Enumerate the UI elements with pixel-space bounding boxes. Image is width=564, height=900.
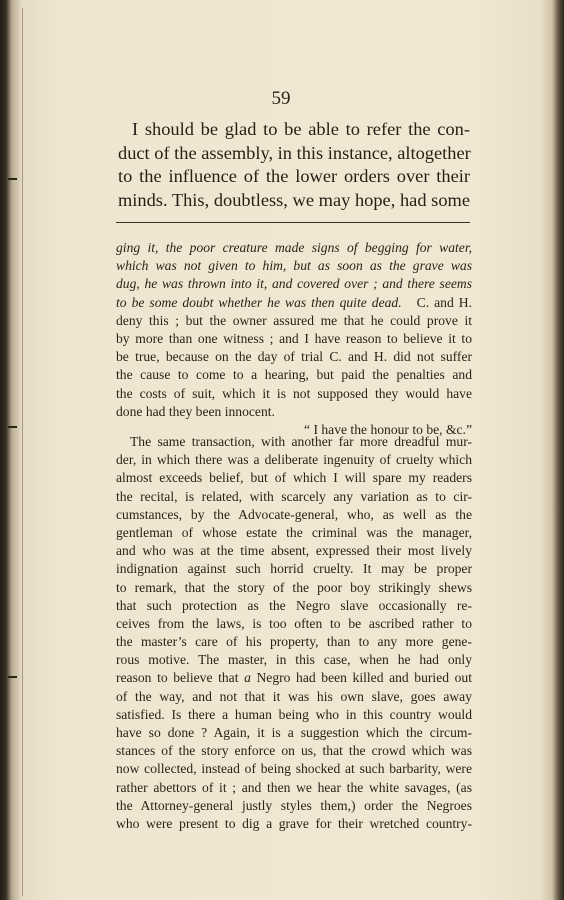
body-text-line: almost exceeds belief, but of which I will spare my readers <box>116 470 472 486</box>
footnote-line: the cause to come to a hearing, but paid the penalties and <box>116 367 472 383</box>
footnote-italic-text: to be some doubt whether he was then quite dead. <box>116 294 402 310</box>
body-text-line: rather abettors of it ; and then we hear the white savages, (as <box>116 779 472 795</box>
footnote-line: deny this ; but the owner assured me that he could prove it <box>116 312 472 328</box>
body-text-line: ceives from the laws, is too often to be ascribed rather to <box>116 615 472 631</box>
body-text-line: indignation against such horrid cruelty. It may be proper <box>116 561 472 577</box>
main-text-line: minds. This, doubtless, we may hope, had some <box>118 189 470 210</box>
footnote-line: be true, because on the day of trial C. and H. did not suffer <box>116 349 472 365</box>
body-text-line: that such protection as the Negro slave occasionally re- <box>116 597 472 613</box>
body-text-line: The same transaction, with another far more dreadful mur- <box>130 434 472 449</box>
body-text-line: rous motive. The master, in this case, when he had only <box>116 652 472 668</box>
main-text-line: I should be glad to be able to refer the con- <box>132 119 470 139</box>
footnote-line: done had they been innocent. <box>116 403 275 419</box>
footnote-line: dug, he was thrown into it, and covered over ; and there seems <box>116 276 472 292</box>
body-text-line: who were present to dig a grave for their wretched country- <box>116 815 472 831</box>
body-text-line: der, in which there was a deliberate ingenuity of cruelty which <box>116 452 472 468</box>
footnote-text: C. and H. <box>416 294 472 310</box>
body-text-line: of the way, and not that it was his own slave, goes away <box>116 688 472 704</box>
body-text-italic: a <box>244 670 251 686</box>
body-text-segment: reason to believe that <box>116 670 239 686</box>
body-text-line: the master’s care of his property, than to any more gene- <box>116 634 472 650</box>
binding-edge <box>12 8 23 896</box>
body-text-line: and who was at the time absent, expressed their most lively <box>116 543 472 559</box>
book-page <box>12 8 552 896</box>
footnote-line: which was not given to him, but as soon as the grave was <box>116 258 472 274</box>
main-text-line: to the influence of the lower orders over their <box>118 166 470 186</box>
footnote-block <box>116 239 472 439</box>
body-text-segment: Negro had been killed and buried out <box>256 670 472 686</box>
body-text-line: stances of the story enforce on us, that the crowd which was <box>116 743 472 759</box>
body-text-block <box>116 433 472 833</box>
footnote-line: the costs of suit, which it is not supposed they would have <box>116 385 472 401</box>
footnote-signoff: “ I have the honour to be, &c.” <box>304 421 472 437</box>
body-text-line: the recital, is related, with scarcely any variation as to cir- <box>116 488 472 504</box>
binding-thread <box>8 676 17 678</box>
footnote-divider <box>116 222 470 223</box>
body-text-line: now collected, instead of being shocked at such barbarity, were <box>116 761 472 777</box>
main-text-block <box>118 118 470 212</box>
body-text-line: to remark, that the story of the poor boy strikingly shews <box>116 579 472 595</box>
footnote-line <box>116 294 472 312</box>
body-text-line <box>116 669 472 687</box>
footnote-line: by more than one witness ; and I have reason to believe it to <box>116 330 472 346</box>
binding-thread <box>8 426 17 428</box>
footnote-line: ging it, the poor creature made signs of begging for water, <box>116 240 472 255</box>
body-text-line: the Attorney-general justly styles them,) order the Negroes <box>116 797 472 813</box>
body-text-line: satisfied. Is there a human being who in this country would <box>116 706 472 722</box>
body-text-line: gentleman of whose estate the criminal was the manager, <box>116 524 472 540</box>
body-text-line: have so done ? Again, it is a suggestion which the circum- <box>116 725 472 740</box>
main-text-line: duct of the assembly, in this instance, altogether <box>118 142 471 163</box>
page-number: 59 <box>271 88 291 109</box>
body-text-line: cumstances, by the Advocate-general, who, as well as the <box>116 506 472 522</box>
binding-thread <box>8 178 17 180</box>
